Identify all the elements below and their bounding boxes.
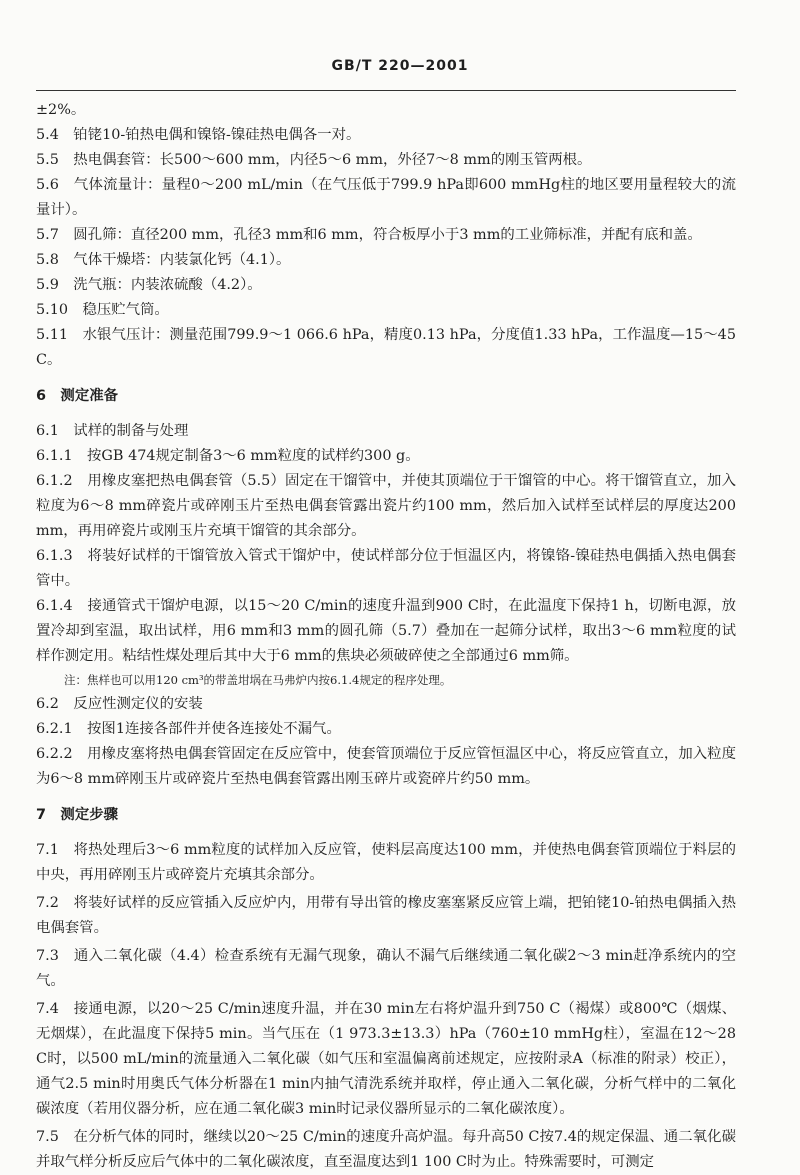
- section-title: 测定步骤: [60, 807, 118, 823]
- clause-text: 将装好试样的反应管插入反应炉内，用带有导出管的橡皮塞塞紧反应管上端，把铂铑10-铂热电偶插入热电偶套管。: [36, 895, 736, 936]
- clause-num: 5.7: [36, 227, 59, 243]
- section-title: 测定准备: [60, 388, 118, 404]
- clause-6-1-3: [36, 544, 736, 594]
- clause-text: 接通管式干馏炉电源，以15～20 C/min的速度升温到900 C时，在此温度下保持1 h，切断电源，放置冷却到室温，取出试样，用6 mm和3 mm的圆孔筛（5.7）叠加在一起筛分试样，取出3～6 mm粒度的试样作测定用。粘结性煤处理后其中大于6 mm的焦块必须破碎使之全部通过6 mm筛。: [36, 598, 736, 664]
- clause-text: 接通电源，以20～25 C/min速度升温，并在30 min左右将炉温升到750 C（褐煤）或800℃（烟煤、无烟煤），在此温度下保持5 min。当气压在（1 973.3±13.3）hPa（760±10 mmHg柱），室温在12～28 C时，以500 mL/min的流量通入二氧化碳（如气压和室温偏离前述规定，应按附录A（标准的附录）校正），通气2.5 min时用奥氏气体分析器在1 min内抽气清洗系统并取样，停止通入二氧化碳，分析气样中的二氧化碳浓度（若用仪器分析，应在通二氧化碳3 min时记录仪器所显示的二氧化碳浓度）。: [36, 1001, 736, 1117]
- clause-num: 6.1: [36, 423, 59, 439]
- clause-text: 气体流量计：量程0～200 mL/min（在气压低于799.9 hPa即600 mmHg柱的地区要用量程较大的流量计）。: [36, 177, 736, 218]
- clause-num: 5.9: [36, 277, 59, 293]
- clause-6-2-1: [36, 717, 736, 742]
- clause-text: 反应性测定仪的安装: [73, 696, 203, 712]
- clause-num: 6.2: [36, 696, 59, 712]
- clause-text: 按图1连接各部件并使各连接处不漏气。: [87, 721, 341, 737]
- clause-num: 5.4: [36, 127, 59, 143]
- header-rule: [36, 90, 736, 91]
- subsection-6-2: [36, 692, 736, 717]
- clause-num: 6.2.1: [36, 721, 73, 737]
- clause-text: 在分析气体的同时，继续以20～25 C/min的速度升高炉温。每升高50 C按7.4的规定保温、通二氧化碳并取气样分析反应后气体中的二氧化碳浓度，直至温度达到1 100 C时为止。特殊需要时，可测定: [36, 1129, 736, 1170]
- clause-num: 6.1.2: [36, 473, 73, 489]
- clause-num: 7.4: [36, 1001, 59, 1017]
- clause-text: 铂铑10-铂热电偶和镍铬-镍硅热电偶各一对。: [73, 127, 361, 143]
- clause-num: 7.1: [36, 842, 59, 858]
- clause-7-4: [36, 997, 736, 1122]
- clause-text: 水银气压计：测量范围799.9～1 066.6 hPa，精度0.13 hPa，分度值1.33 hPa，工作温度—15～45 C。: [36, 327, 736, 368]
- clause-7-3: [36, 944, 736, 994]
- clause-text: 用橡皮塞把热电偶套管（5.5）固定在干馏管中，并使其顶端位于干馏管的中心。将干馏管直立，加入粒度为6～8 mm碎瓷片或碎刚玉片至热电偶套管露出瓷片约100 mm，然后加入试样至试样层的厚度达200 mm，再用碎瓷片或刚玉片充填干馏管的其余部分。: [36, 473, 736, 539]
- clause-text: 稳压贮气筒。: [82, 302, 169, 318]
- clause-5-10: [36, 298, 736, 323]
- clause-5-9: [36, 273, 736, 298]
- section-heading-6: [36, 384, 736, 409]
- fragment-text: ±2%。: [36, 102, 86, 118]
- clause-num: 7.3: [36, 948, 59, 964]
- clause-text: 将装好试样的干馏管放入管式干馏炉中，使试样部分位于恒温区内，将镍铬-镍硅热电偶插入热电偶套管中。: [36, 548, 736, 589]
- clause-num: 6.1.3: [36, 548, 73, 564]
- clause-num: 5.11: [36, 327, 69, 343]
- clause-text: 热电偶套管：长500～600 mm，内径5～6 mm，外径7～8 mm的刚玉管两根。: [73, 152, 592, 168]
- clause-num: 7.5: [36, 1129, 59, 1145]
- clause-num: 7.2: [36, 895, 59, 911]
- clause-5-6: [36, 173, 736, 223]
- clause-num: 6.2.2: [36, 746, 73, 762]
- clause-5-11: [36, 323, 736, 373]
- clause-6-1-2: [36, 469, 736, 544]
- section-num: 6: [36, 388, 47, 404]
- clause-num: 5.5: [36, 152, 59, 168]
- clause-num: 5.6: [36, 177, 59, 193]
- clause-7-1: [36, 838, 736, 888]
- clause-6-1-4: [36, 594, 736, 669]
- clause-text: 按GB 474规定制备3～6 mm粒度的试样约300 g。: [87, 448, 420, 464]
- clause-5-4: [36, 123, 736, 148]
- clause-num: 5.8: [36, 252, 59, 268]
- document-body: [36, 98, 736, 1175]
- clause-5-8: [36, 248, 736, 273]
- clause-5-7: [36, 223, 736, 248]
- clause-text: 通入二氧化碳（4.4）检查系统有无漏气现象，确认不漏气后继续通二氧化碳2～3 min赶净系统内的空气。: [36, 948, 736, 989]
- clause-num: 6.1.4: [36, 598, 73, 614]
- clause-text: 气体干燥塔：内装氯化钙（4.1）。: [73, 252, 291, 268]
- clause-num: 5.10: [36, 302, 69, 318]
- standard-header: GB/T 220—2001: [331, 58, 469, 74]
- clause-text: 试样的制备与处理: [73, 423, 189, 439]
- clause-text: 圆孔筛：直径200 mm，孔径3 mm和6 mm，符合板厚小于3 mm的工业筛标准，并配有底和盖。: [73, 227, 702, 243]
- section-heading-7: [36, 803, 736, 828]
- note-text: 注：焦样也可以用120 cm³的带盖坩埚在马弗炉内按6.1.4规定的程序处理。: [64, 673, 452, 687]
- subsection-6-1: [36, 419, 736, 444]
- clause-5-5: [36, 148, 736, 173]
- clause-num: 6.1.1: [36, 448, 73, 464]
- section-num: 7: [36, 807, 47, 823]
- clause-text: 将热处理后3～6 mm粒度的试样加入反应管，使料层高度达100 mm，并使热电偶套管顶端位于料层的中央，再用碎刚玉片或碎瓷片充填其余部分。: [36, 842, 736, 883]
- clause-6-2-2: [36, 742, 736, 792]
- clause-text: 洗气瓶：内装浓硫酸（4.2）。: [73, 277, 262, 293]
- clause-7-5: [36, 1125, 736, 1175]
- clause-7-2: [36, 891, 736, 941]
- clause-text: 用橡皮塞将热电偶套管固定在反应管中，使套管顶端位于反应管恒温区中心，将反应管直立，加入粒度为6～8 mm碎刚玉片或碎瓷片至热电偶套管露出刚玉碎片或瓷碎片约50 mm。: [36, 746, 736, 787]
- clause-6-1-1: [36, 444, 736, 469]
